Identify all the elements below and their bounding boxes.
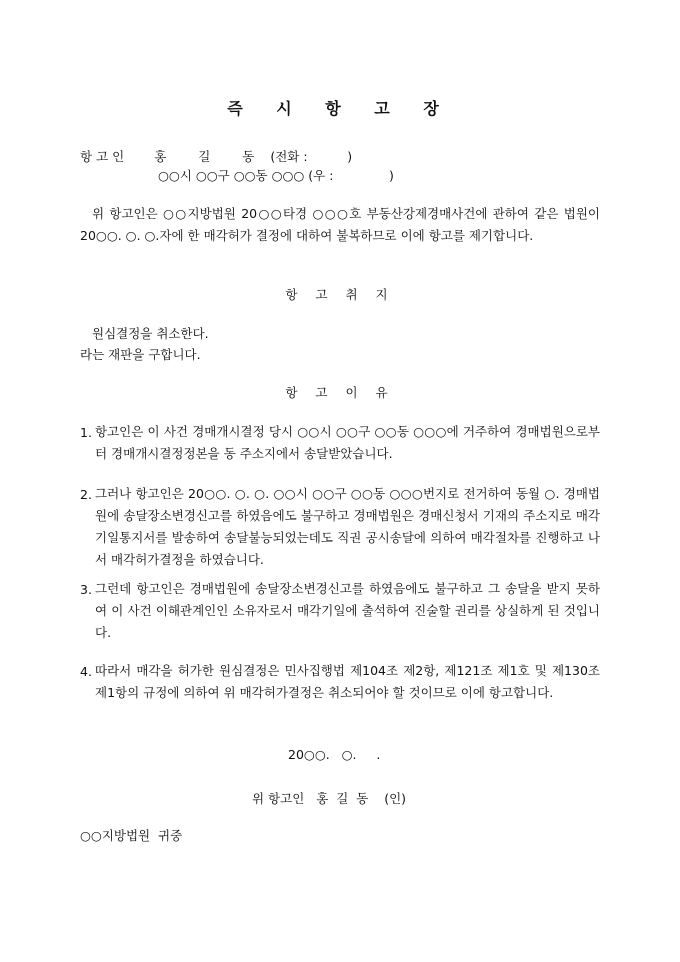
appellant-label: 항고인 (80, 149, 129, 164)
reason-4-text: 따라서 매각을 허가한 원심결정은 민사집행법 제104조 제2항, 제121조 제1호 및 제130조 제1항의 규정에 의하여 위 매각허가결정은 취소되어야 할 것이므로 이에 항고합니다. (95, 663, 600, 700)
reason-1-text: 항고인은 이 사건 경매개시결정 당시 ○○시 ○○구 ○○동 ○○○에 거주하여 경매법원으로부터 경매개시결정정본을 동 주소지에서 송달받았습니다. (95, 424, 600, 461)
reasons-heading: 항 고 이 유 (285, 385, 395, 400)
signature-line: 위 항고인 홍 길 동 (인) (252, 791, 407, 806)
recipient-court: ○○지방법원 귀중 (80, 828, 183, 843)
reason-3-text: 그런데 항고인은 경매법원에 송달장소변경신고를 하였음에도 불구하고 그 송달을 받지 못하여 이 사건 이해관계인인 소유자로서 매각기일에 출석하여 진술할 권리를 상실하게 된 것입니다. (95, 581, 600, 640)
appellant-name: 홍 길 동 (154, 149, 263, 164)
document-date: 20○○. ○. . (288, 747, 381, 762)
intro-paragraph: 위 항고인은 ○○지방법원 20○○타경 ○○○호 부동산강제경매사건에 관하여 같은 법원이 20○○. ○. ○.자에 한 매각허가 결정에 대하여 불복하므로 이에 항고를 제기합니다. (80, 206, 600, 243)
reason-2-number: 2. (80, 487, 92, 502)
appellant-line (80, 147, 352, 165)
appellant-address: ○○시 ○○구 ○○동 ○○○ (우 : ) (158, 168, 394, 183)
reason-4-number: 4. (80, 664, 92, 679)
purpose-line-2: 라는 재판을 구합니다. (80, 347, 201, 362)
reason-1-number: 1. (80, 425, 92, 440)
appellant-phone: (전화 : ) (270, 149, 353, 164)
reason-2-text: 그러나 항고인은 20○○. ○. ○. ○○시 ○○구 ○○동 ○○○번지로 전거하여 동월 ○. 경매법원에 송달장소변경신고를 하였음에도 불구하고 경매법원은 경매신청서 기재의 주소지로 매각기일통지서를 발송하여 송달불능되었는데도 직권 공시송달에 의하여 매각절차를 진행하고 나서 매각허가결정을 하였습니다. (95, 486, 600, 567)
document-title: 즉 시 항 고 장 (227, 99, 453, 118)
reason-3-number: 3. (80, 582, 92, 597)
purpose-line-1: 원심결정을 취소한다. (92, 326, 209, 341)
purpose-heading: 항 고 취 지 (285, 287, 395, 302)
